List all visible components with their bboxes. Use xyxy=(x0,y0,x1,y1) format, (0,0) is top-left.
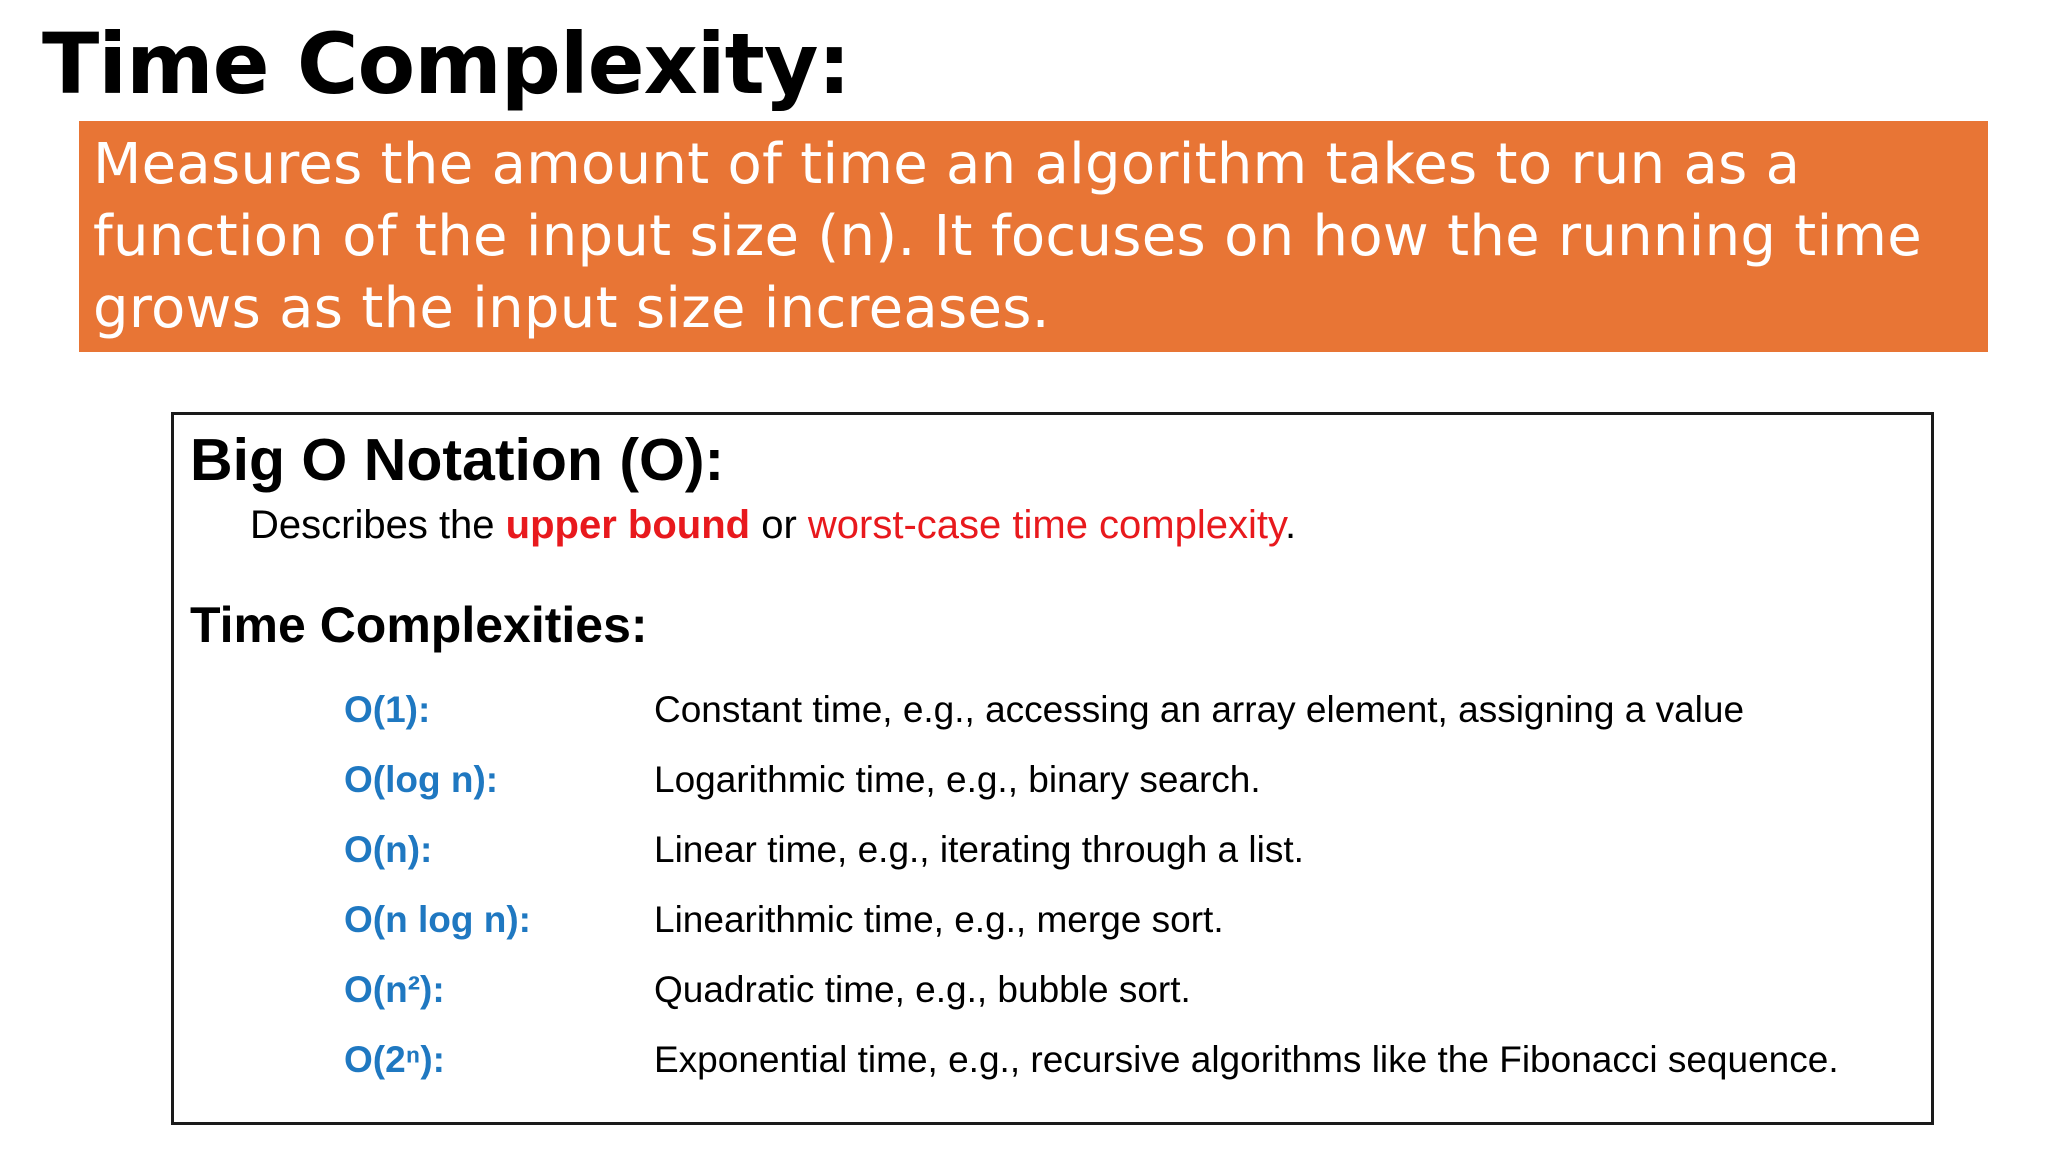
complexity-notation: O(n): xyxy=(344,829,433,870)
complexity-row-quadratic xyxy=(344,955,1904,1025)
big-o-content-box xyxy=(171,412,1934,1125)
big-o-description xyxy=(250,500,1296,550)
definition-box xyxy=(79,121,1988,352)
slide-title: Time Complexity: xyxy=(42,15,851,113)
complexity-row-exponential xyxy=(344,1025,1904,1095)
complexity-list xyxy=(344,675,1904,1095)
complexity-row-logarithmic xyxy=(344,745,1904,815)
complexity-row-linear xyxy=(344,815,1904,885)
complexity-description: Logarithmic time, e.g., binary search. xyxy=(654,759,1261,800)
complexity-notation: O(1): xyxy=(344,689,431,730)
complexity-row-constant xyxy=(344,675,1904,745)
upper-bound-highlight: upper bound xyxy=(505,503,751,547)
complexity-description: Linear time, e.g., iterating through a list. xyxy=(654,829,1304,870)
complexity-description: Quadratic time, e.g., bubble sort. xyxy=(654,969,1191,1010)
big-o-heading: Big O Notation (O): xyxy=(190,427,725,493)
complexity-description: Constant time, e.g., accessing an array element, assigning a value xyxy=(654,689,1745,730)
complexity-description: Linearithmic time, e.g., merge sort. xyxy=(654,899,1224,940)
big-o-description-prefix: Describes the xyxy=(250,503,506,547)
complexity-description: Exponential time, e.g., recursive algorithms like the Fibonacci sequence. xyxy=(654,1039,1839,1080)
complexity-row-linearithmic xyxy=(344,885,1904,955)
complexity-notation: O(n log n): xyxy=(344,899,531,940)
complexity-notation: O(log n): xyxy=(344,759,499,800)
big-o-description-or: or xyxy=(750,503,808,547)
big-o-description-period: . xyxy=(1285,503,1297,547)
time-complexities-heading: Time Complexities: xyxy=(190,597,648,653)
definition-text: Measures the amount of time an algorithm takes to run as a function of the input size (n). It focuses on how the running time grows as the input size increases. xyxy=(93,132,1923,341)
worst-case-highlight: worst-case time complexity xyxy=(807,503,1286,547)
complexity-notation: O(n²): xyxy=(344,969,445,1010)
complexity-notation: O(2ⁿ): xyxy=(344,1039,445,1080)
